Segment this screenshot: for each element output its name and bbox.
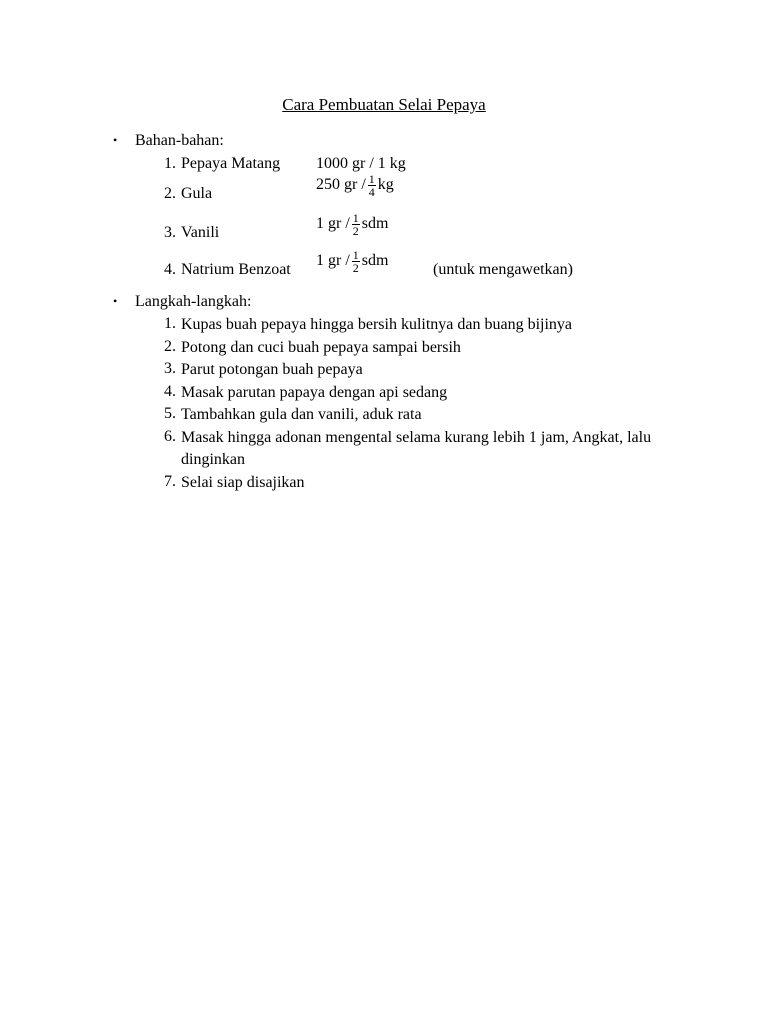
ingredient-number: 3. bbox=[164, 224, 176, 241]
amount-unit: sdm bbox=[361, 215, 389, 233]
step-text: Tambahkan gula dan vanili, aduk rata bbox=[181, 406, 422, 423]
steps-heading: Langkah-langkah: bbox=[135, 293, 252, 310]
fraction-denominator: 2 bbox=[352, 224, 359, 238]
step-number: 4. bbox=[164, 383, 176, 400]
step-number: 3. bbox=[164, 360, 176, 377]
bullet-icon: • bbox=[113, 294, 118, 308]
ingredient-amount bbox=[316, 173, 394, 198]
fraction bbox=[352, 249, 360, 274]
fraction-numerator: 1 bbox=[368, 172, 375, 186]
ingredient-name: Gula bbox=[181, 185, 213, 202]
step-text: Masak hingga adonan mengental selama kurang lebih 1 jam, Angkat, lalu dinginkan bbox=[181, 429, 652, 468]
ingredient-name: Pepaya Matang bbox=[181, 155, 281, 172]
step-text: Selai siap disajikan bbox=[181, 474, 305, 491]
step-number: 2. bbox=[164, 338, 176, 355]
ingredient-name: Vanili bbox=[181, 224, 220, 241]
fraction-denominator: 4 bbox=[368, 185, 375, 199]
step-text: Parut potongan buah pepaya bbox=[181, 361, 363, 378]
fraction bbox=[368, 173, 376, 198]
amount-unit: sdm bbox=[361, 252, 389, 270]
step-text: Potong dan cuci buah pepaya sampai bersih bbox=[181, 339, 461, 356]
amount-unit: kg bbox=[377, 176, 394, 194]
amount-text: 1000 gr / 1 kg bbox=[316, 155, 406, 172]
fraction-numerator: 1 bbox=[352, 211, 359, 225]
ingredient-name: Natrium Benzoat bbox=[181, 261, 291, 278]
amount-text: 250 gr / bbox=[316, 176, 366, 194]
amount-text: 1 gr / bbox=[316, 215, 350, 233]
ingredient-amount bbox=[316, 249, 388, 274]
fraction bbox=[352, 212, 360, 237]
ingredient-note: (untuk mengawetkan) bbox=[433, 261, 573, 278]
step-text: Kupas buah pepaya hingga bersih kulitnya dan buang bijinya bbox=[181, 316, 573, 333]
ingredients-heading: Bahan-bahan: bbox=[135, 132, 224, 149]
ingredient-number: 1. bbox=[164, 155, 176, 172]
step-number: 6. bbox=[164, 428, 176, 445]
ingredient-number: 4. bbox=[164, 261, 176, 278]
bullet-icon: • bbox=[113, 133, 118, 147]
ingredient-amount bbox=[316, 212, 388, 237]
ingredient-number: 2. bbox=[164, 185, 176, 202]
step-number: 5. bbox=[164, 405, 176, 422]
fraction-denominator: 2 bbox=[352, 261, 359, 275]
ingredient-amount bbox=[316, 155, 406, 173]
step-text: Masak parutan papaya dengan api sedang bbox=[181, 384, 448, 401]
step-number: 7. bbox=[164, 473, 176, 490]
step-number: 1. bbox=[164, 315, 176, 332]
document-title: Cara Pembuatan Selai Pepaya bbox=[282, 95, 486, 114]
amount-text: 1 gr / bbox=[316, 252, 350, 270]
fraction-numerator: 1 bbox=[352, 248, 359, 262]
